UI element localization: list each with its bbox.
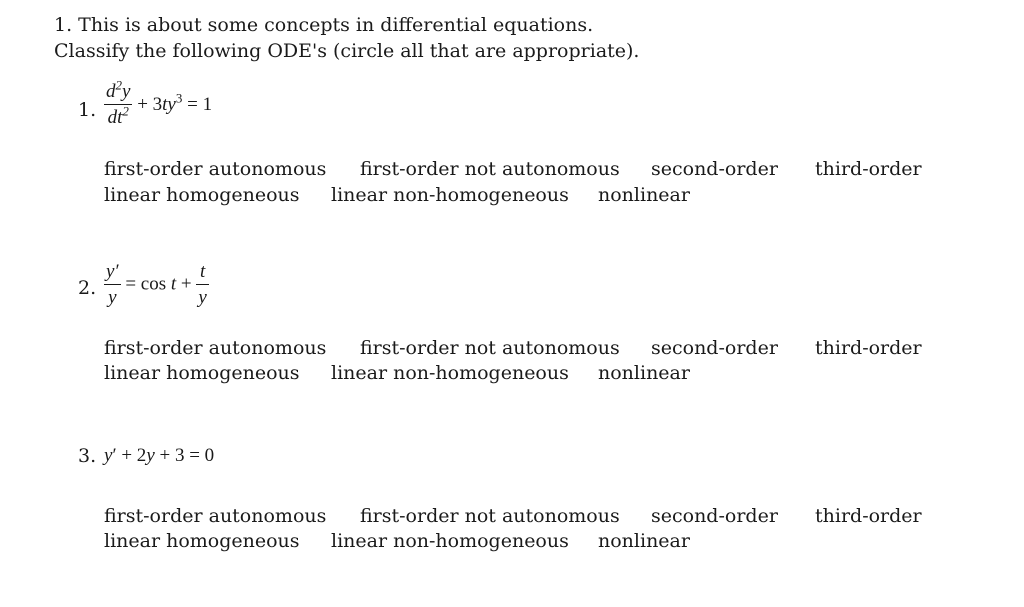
question-intro-line-2: Classify the following ODE's (circle all that are appropriate). xyxy=(54,40,640,62)
problem-2-option-linear-non-homogeneous[interactable]: linear non-homogeneous xyxy=(331,362,569,384)
problem-3-option-third-order[interactable]: third-order xyxy=(815,505,922,527)
problem-1-option-linear-non-homogeneous[interactable]: linear non-homogeneous xyxy=(331,184,569,206)
problem-2-option-third-order[interactable]: third-order xyxy=(815,337,922,359)
problem-3-option-first-order-not-autonomous[interactable]: first-order not autonomous xyxy=(360,505,620,527)
problem-3-option-first-order-autonomous[interactable]: first-order autonomous xyxy=(104,505,327,527)
problem-2-option-first-order-not-autonomous[interactable]: first-order not autonomous xyxy=(360,337,620,359)
problem-3-option-second-order[interactable]: second-order xyxy=(651,505,778,527)
problem-1-number: 1. xyxy=(78,99,97,121)
problem-2-number: 2. xyxy=(78,277,97,299)
problem-1-option-nonlinear[interactable]: nonlinear xyxy=(598,184,690,206)
problem-2-option-first-order-autonomous[interactable]: first-order autonomous xyxy=(104,337,327,359)
problem-3-option-linear-homogeneous[interactable]: linear homogeneous xyxy=(104,530,300,552)
problem-1-option-linear-homogeneous[interactable]: linear homogeneous xyxy=(104,184,300,206)
problem-3-number: 3. xyxy=(78,445,97,467)
problem-2-option-second-order[interactable]: second-order xyxy=(651,337,778,359)
problem-2-option-nonlinear[interactable]: nonlinear xyxy=(598,362,690,384)
problem-1-option-first-order-not-autonomous[interactable]: first-order not autonomous xyxy=(360,158,620,180)
problem-1-option-third-order[interactable]: third-order xyxy=(815,158,922,180)
problem-1-option-first-order-autonomous[interactable]: first-order autonomous xyxy=(104,158,327,180)
problem-1-equation: $\frac{d^2y}{dt^2}$ + $3ty^3 = 1$ xyxy=(106,77,213,128)
problem-3-option-linear-non-homogeneous[interactable]: linear non-homogeneous xyxy=(331,530,569,552)
problem-2-option-linear-homogeneous[interactable]: linear homogeneous xyxy=(104,362,300,384)
problem-3-equation: y′ + 2y + 3 = 0 xyxy=(104,445,215,466)
problem-1-option-second-order[interactable]: second-order xyxy=(651,158,778,180)
question-intro-line-1: 1. This is about some concepts in differential equations. xyxy=(54,14,594,36)
problem-2-equation: $\frac{y'}{y}$ = cos t + $\frac{t}{y}$ xyxy=(106,261,207,308)
problem-3-option-nonlinear[interactable]: nonlinear xyxy=(598,530,690,552)
